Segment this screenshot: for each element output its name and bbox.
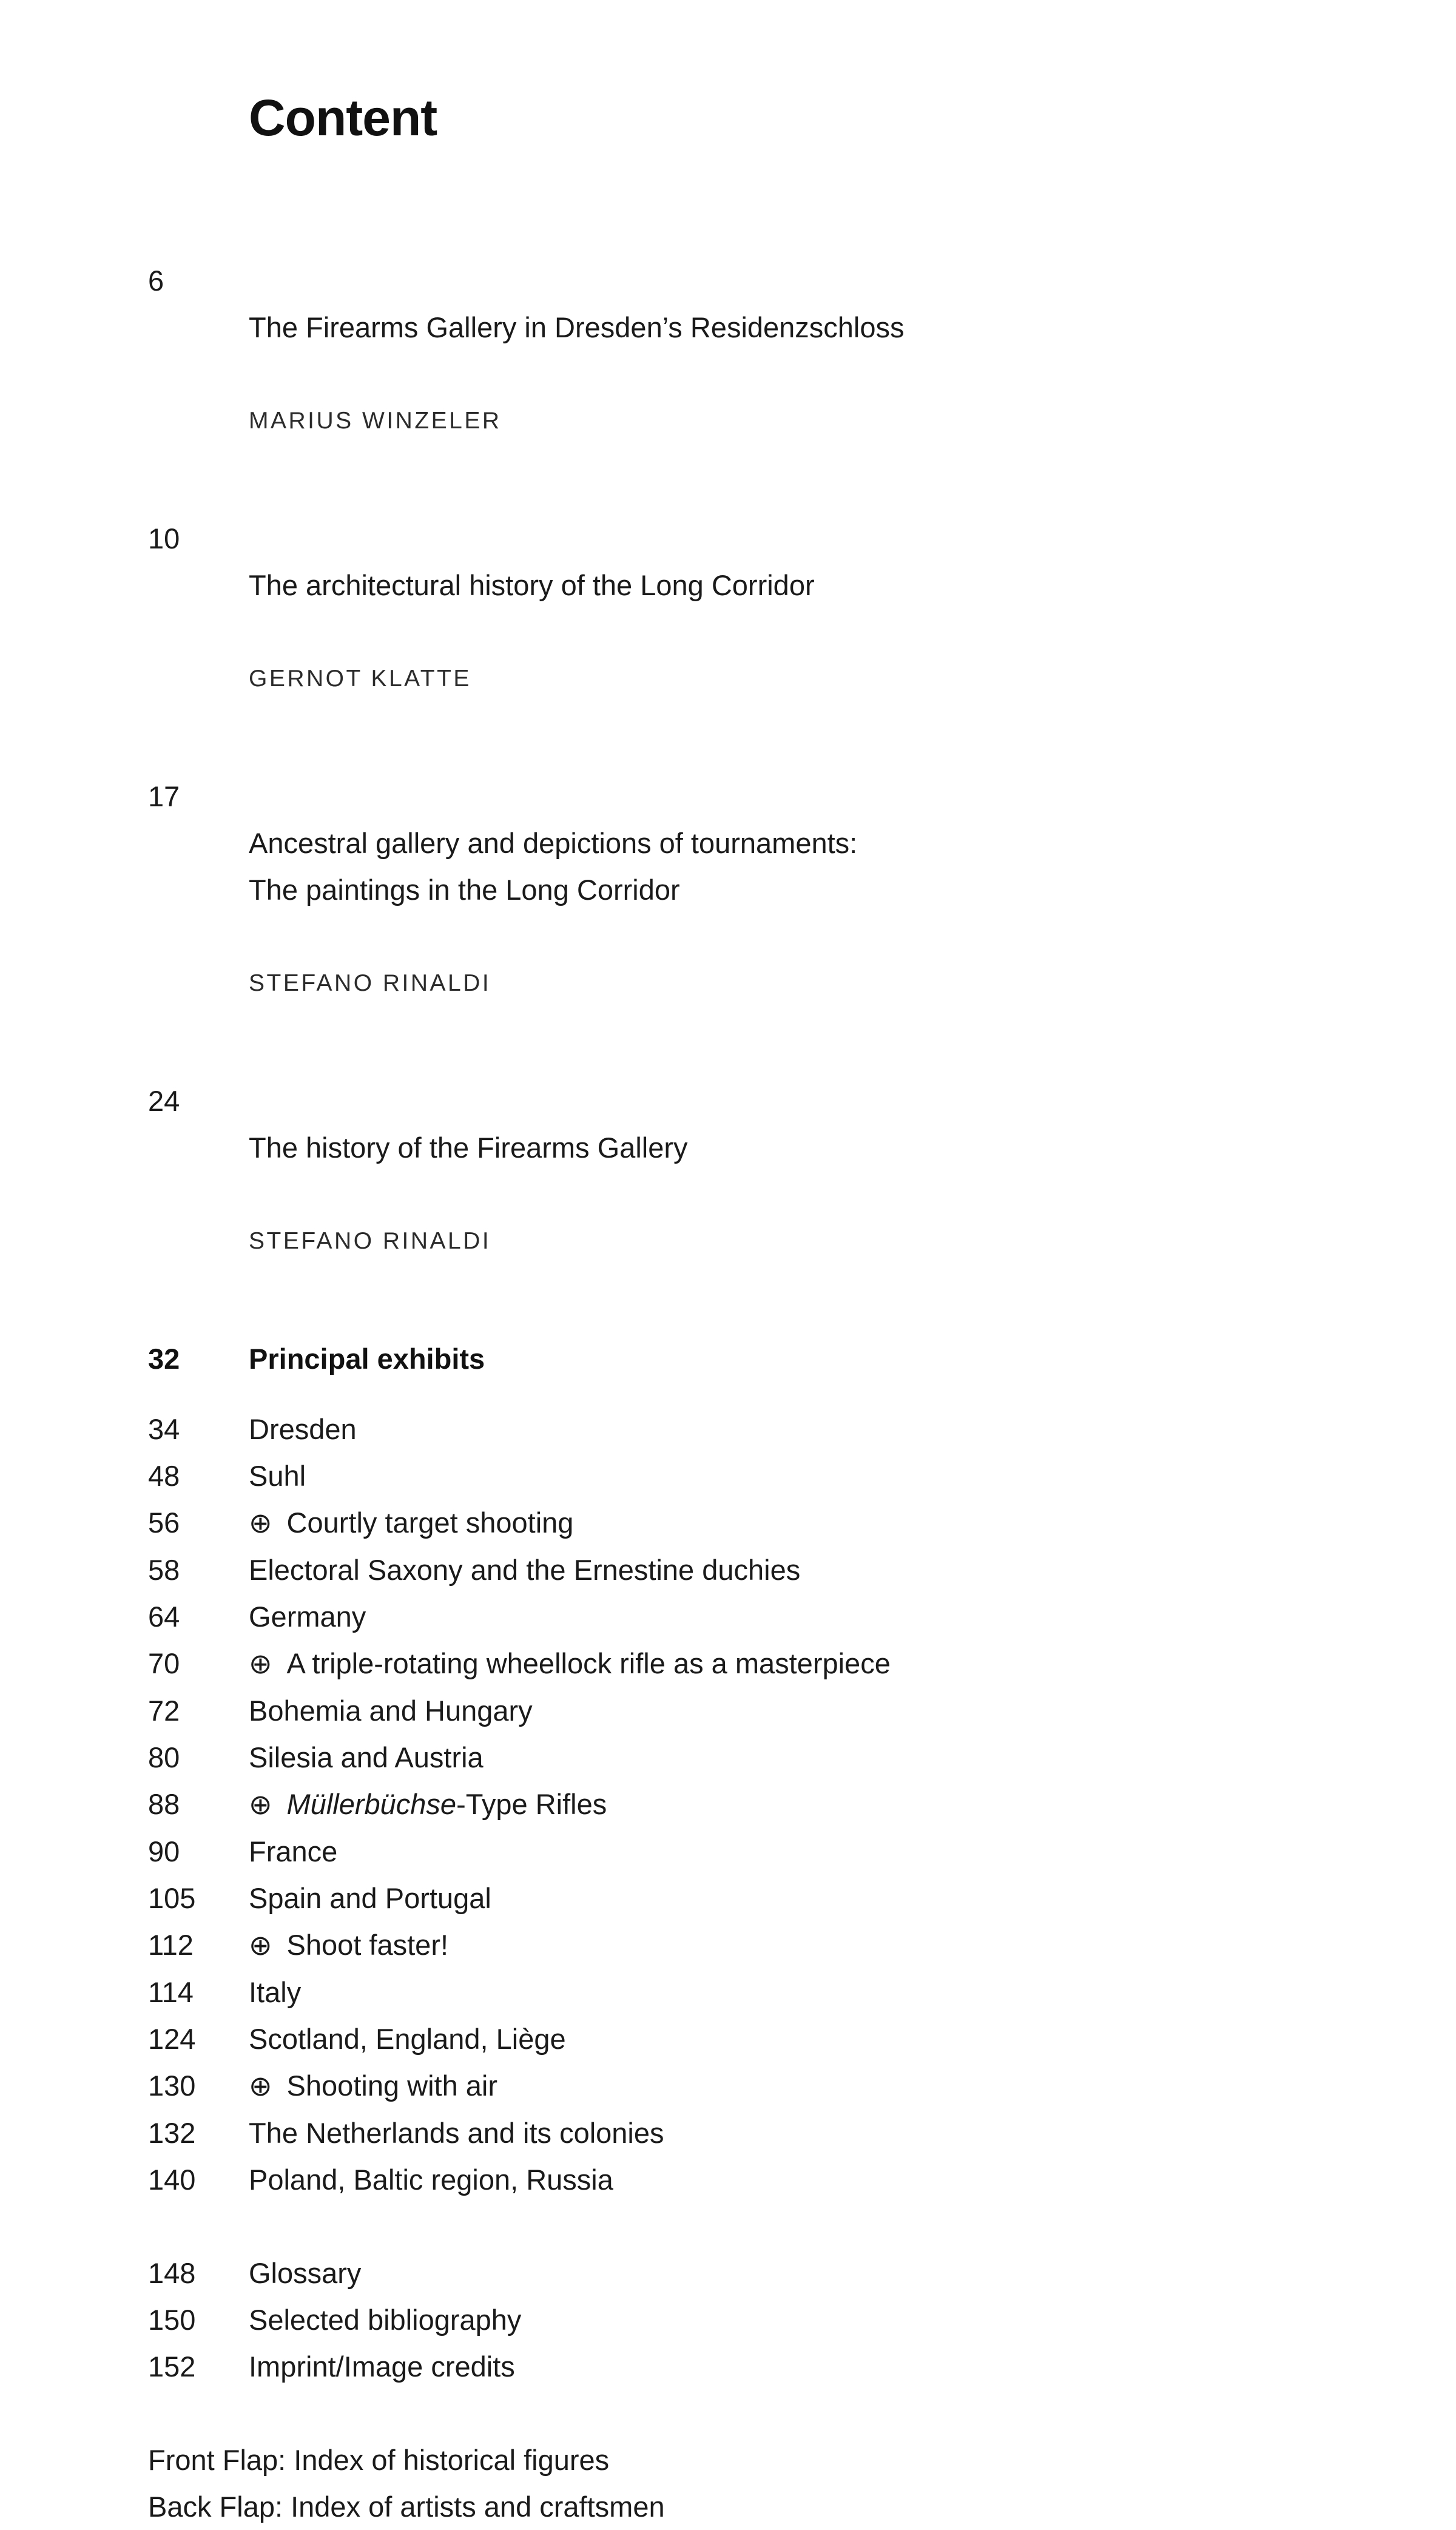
circle-plus-icon: ⊕: [249, 1788, 272, 1821]
entry-title-text: -Type Rifles: [456, 1788, 607, 1820]
entry-title-italic: Müllerbüchse: [286, 1788, 457, 1820]
entry-title-text: Shooting with air: [286, 2070, 498, 2102]
toc-entry: [148, 1781, 1347, 1828]
entry-title: Silesia and Austria: [249, 1741, 484, 1773]
toc-entry: [148, 1734, 1347, 1781]
circle-plus-icon: ⊕: [249, 2070, 272, 2102]
entry-title-text: A triple-rotating wheellock rifle as a masterpiece: [286, 1647, 891, 1679]
page-number: 132: [148, 2117, 196, 2149]
page-number: 140: [148, 2164, 196, 2196]
circle-plus-icon: ⊕: [249, 1647, 272, 1680]
toc-entry: [148, 2250, 1347, 2296]
entry-title: [249, 1499, 1347, 1547]
toc-entry: [148, 2062, 1347, 2110]
page-number: 64: [148, 1601, 180, 1633]
toc-entry: [148, 1687, 1347, 1734]
page-number: 80: [148, 1741, 180, 1773]
circle-plus-icon: ⊕: [249, 1929, 272, 1962]
page-number: 56: [148, 1506, 180, 1539]
entry-title: Bohemia and Hungary: [249, 1695, 533, 1727]
toc-entry: [148, 2110, 1347, 2156]
page-number: 6: [148, 265, 164, 297]
page-number: 58: [148, 1554, 180, 1586]
entry-title: [249, 1781, 1347, 1828]
entry-title: Germany: [249, 1601, 366, 1633]
toc-entry: [148, 1828, 1347, 1875]
flap-notes: [148, 2437, 1347, 2530]
page-number: 34: [148, 1413, 180, 1445]
page-number: 48: [148, 1460, 180, 1492]
entry-title: The Firearms Gallery in Dresden’s Residenzschloss: [249, 311, 905, 343]
entry-title: The architectural history of the Long Corridor: [249, 569, 815, 601]
page-number: 17: [148, 780, 180, 812]
entry-author: MARIUS WINZELER: [249, 408, 502, 434]
entry-author: STEFANO RINALDI: [249, 970, 491, 996]
circle-plus-icon: ⊕: [249, 1506, 272, 1539]
entry-title: Ancestral gallery and depictions of tournaments: The paintings in the Long Corridor: [249, 827, 858, 906]
entry-title: Glossary: [249, 2257, 362, 2289]
entry-title: Italy: [249, 1976, 302, 2008]
page-title: Content: [249, 89, 437, 146]
entry-title: [249, 2062, 1347, 2110]
toc-entry: [148, 1921, 1347, 1969]
entry-title: Imprint/Image credits: [249, 2350, 515, 2383]
entry-title: Spain and Portugal: [249, 1882, 491, 1914]
entry-title: The Netherlands and its colonies: [249, 2117, 664, 2149]
page-number: 148: [148, 2257, 196, 2289]
page-number: 124: [148, 2023, 196, 2055]
toc-entry: [148, 1452, 1347, 1499]
entry-title: [249, 1921, 1347, 1969]
page-number: 152: [148, 2350, 196, 2383]
toc-entry: [148, 515, 1347, 749]
entry-title: Selected bibliography: [249, 2304, 522, 2336]
page-number: 10: [148, 522, 180, 555]
toc-entry: [148, 2343, 1347, 2390]
toc-entry: [148, 2156, 1347, 2203]
page-number: 88: [148, 1788, 180, 1820]
entry-title: [249, 1640, 1347, 1687]
section-title: Principal exhibits: [249, 1343, 485, 1375]
toc-entry: [148, 1547, 1347, 1593]
toc-entry: [148, 1406, 1347, 1452]
toc-entry: [148, 2016, 1347, 2062]
entry-title: Scotland, England, Liège: [249, 2023, 566, 2055]
toc-entry: [148, 1969, 1347, 2016]
toc-entry: [148, 1640, 1347, 1687]
front-flap-note: Front Flap: Index of historical figures: [148, 2444, 610, 2476]
entry-title-text: Shoot faster!: [286, 1929, 449, 1961]
toc-entry: [148, 1875, 1347, 1921]
toc-entry: [148, 1499, 1347, 1547]
toc-entry: [148, 1593, 1347, 1640]
entry-title-text: Courtly target shooting: [286, 1506, 574, 1539]
toc-section-header: [148, 1335, 1347, 1382]
page-number: 130: [148, 2070, 196, 2102]
page-number: 114: [148, 1976, 194, 2008]
page-number: 105: [148, 1882, 196, 1914]
page-number: 150: [148, 2304, 196, 2336]
page-number: 112: [148, 1929, 194, 1961]
toc-entry: [148, 2296, 1347, 2343]
toc-entry: [148, 257, 1347, 491]
entry-title: Dresden: [249, 1413, 357, 1445]
page-number: 70: [148, 1647, 180, 1679]
page-number: 90: [148, 1835, 180, 1867]
entry-author: STEFANO RINALDI: [249, 1228, 491, 1254]
toc-entry: [148, 773, 1347, 1053]
entry-title: Poland, Baltic region, Russia: [249, 2164, 613, 2196]
entry-title: Electoral Saxony and the Ernestine duchies: [249, 1554, 801, 1586]
page-number: 72: [148, 1695, 180, 1727]
entry-title: Suhl: [249, 1460, 306, 1492]
entry-author: GERNOT KLATTE: [249, 666, 471, 692]
toc-entry: [148, 1078, 1347, 1311]
page-number: 24: [148, 1085, 180, 1117]
entry-title: France: [249, 1835, 338, 1867]
entry-title: The history of the Firearms Gallery: [249, 1132, 688, 1164]
page-number: 32: [148, 1343, 180, 1375]
back-flap-note: Back Flap: Index of artists and craftsmen: [148, 2491, 665, 2523]
